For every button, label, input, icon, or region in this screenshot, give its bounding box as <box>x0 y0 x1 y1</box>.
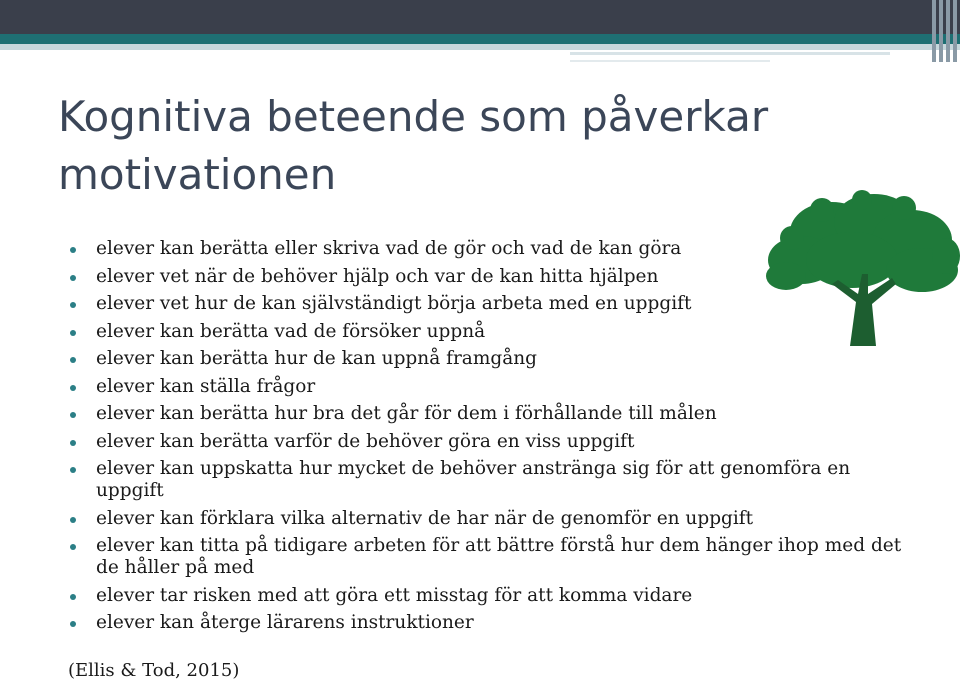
bullet-dot-icon <box>70 357 76 363</box>
bullet-text: elever vet hur de kan självständigt börja arbeta med en uppgift <box>96 293 692 314</box>
bullet-dot-icon <box>70 544 76 550</box>
header-accent-line-short <box>570 52 890 55</box>
slide-title: Kognitiva beteende som påverkar motivationen <box>58 92 769 199</box>
bullet-text: elever kan berätta varför de behöver göra en viss uppgift <box>96 430 635 452</box>
corner-stripes <box>932 0 960 62</box>
bullet-text: elever kan ställa frågor <box>96 375 316 397</box>
bullet-text: elever tar risken med att göra ett misstag för att komma vidare <box>96 584 693 606</box>
tree-icon <box>762 190 960 346</box>
bullet-dot-icon <box>70 412 76 418</box>
bullet-dot-icon <box>70 621 76 627</box>
bullet-text: elever kan återge lärarens instruktioner <box>96 612 474 633</box>
bullet-dot-icon <box>70 275 76 281</box>
bullet-text: elever kan uppskatta hur mycket de behöver anstränga sig för att genomföra en uppgift <box>96 458 851 501</box>
bullet-dot-icon <box>70 467 76 473</box>
bullet-item <box>70 348 920 370</box>
bullet-dot-icon <box>70 302 76 308</box>
bullet-dot-icon <box>70 385 76 391</box>
header-accent-band <box>0 34 960 44</box>
bullet-text: elever vet när de behöver hjälp och var de kan hitta hjälpen <box>96 265 659 287</box>
bullet-item <box>70 612 920 634</box>
bullet-item <box>70 585 920 607</box>
bullet-item <box>70 508 920 530</box>
bullet-text: elever kan berätta eller skriva vad de gör och vad de kan göra <box>96 238 682 259</box>
bullet-item <box>70 458 920 502</box>
bullet-dot-icon <box>70 330 76 336</box>
bullet-dot-icon <box>70 247 76 253</box>
bullet-text: elever kan förklara vilka alternativ de har när de genomför en uppgift <box>96 507 754 529</box>
bullet-item <box>70 431 920 453</box>
header-accent-line-shorter <box>570 60 770 62</box>
header-bar <box>0 0 960 34</box>
bullet-text: elever kan berätta vad de försöker uppnå <box>96 320 486 342</box>
citation: (Ellis & Tod, 2015) <box>68 660 240 681</box>
header-accent-line <box>0 44 960 50</box>
bullet-text: elever kan berätta hur de kan uppnå framgång <box>96 348 537 369</box>
bullet-dot-icon <box>70 594 76 600</box>
bullet-text: elever kan berätta hur bra det går för dem i förhållande till målen <box>96 403 717 424</box>
bullet-item <box>70 535 920 579</box>
bullet-item <box>70 376 920 398</box>
bullet-dot-icon <box>70 440 76 446</box>
bullet-text: elever kan titta på tidigare arbeten för att bättre förstå hur dem hänger ihop med det de håller på med <box>96 535 902 578</box>
bullet-dot-icon <box>70 517 76 523</box>
bullet-item <box>70 403 920 425</box>
